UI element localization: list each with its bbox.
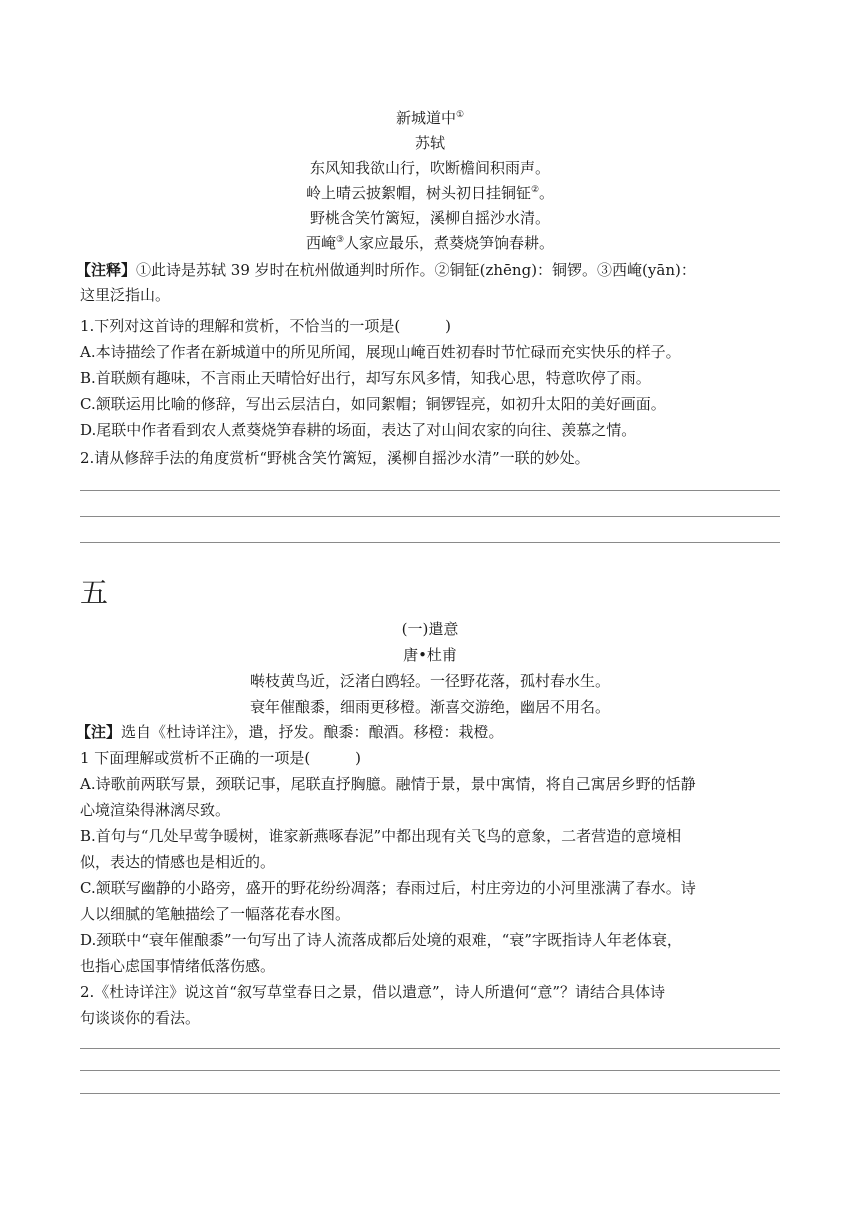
poem1-line-3: 野桃含笑竹篱短，溪柳自摇沙水清。 [309,209,550,227]
poem2-question-2-line-1: 2.《杜诗详注》说这首“叙写草堂春日之景，借以遣意”，诗人所遣何“意”？请结合具体诗 [80,983,665,1001]
poem2-option-c-line-2: 人以细腻的笔触描绘了一幅落花春水图。 [80,905,351,923]
poem2-question-2-line-2: 句谈谈你的看法。 [80,1009,201,1027]
poem1-author: 苏轼 [414,134,445,152]
footnote-marker: ② [530,185,540,195]
poem2-note: 【注】选自《杜诗详注》，遣，抒发。酿黍：酿酒。移橙：栽橙。 [76,723,504,741]
poem1-question-2: 2.请从修辞手法的角度赏析“野桃含笑竹篱短，溪柳自摇沙水清”一联的妙处。 [80,449,590,467]
poem1-option-d: D.尾联中作者看到农人煮葵烧笋春耕的场面，表达了对山间农家的向往、羡慕之情。 [80,421,637,439]
poem2-title: (一)遣意 [401,620,459,638]
poem1-option-a: A.本诗描绘了作者在新城道中的所见所闻，展现山崦百姓初春时节忙碌而充实快乐的样子。 [80,343,681,361]
answer-line[interactable] [80,516,780,517]
poem1-option-c: C.颔联运用比喻的修辞，写出云层洁白，如同絮帽；铜锣锃亮，如初升太阳的美好画面。 [80,395,666,413]
poem2-option-d-line-2: 也指心虑国事情绪低落伤感。 [80,957,276,975]
poem2-option-c-line-1: C.颔联写幽静的小路旁，盛开的野花纷纷凋落；春雨过后，村庄旁边的小河里涨满了春水。诗 [80,879,696,897]
footnote-marker: ① [455,110,465,120]
poem1-option-b: B.首联颇有趣味，不言雨止天晴恰好出行，却写东风多情，知我心思，特意吹停了雨。 [80,369,651,387]
poem1-question-1: 1.下列对这首诗的理解和赏析，不恰当的一项是( ) [80,317,452,335]
poem1-line-1: 东风知我欲山行，吹断檐间积雨声。 [309,159,550,177]
poem2-option-a-line-2: 心境渲染得淋漓尽致。 [80,801,231,819]
section-numeral: 五 [80,576,109,609]
poem2-question-1: 1 下面理解或赏析不正确的一项是( ) [80,749,362,767]
answer-line[interactable] [80,490,780,491]
poem2-line-2: 衰年催酿黍，细雨更移橙。渐喜交游绝，幽居不用名。 [249,698,610,716]
poem1-line-4: 西崦③人家应最乐，煮葵烧笋饷春耕。 [305,234,555,252]
poem2-option-b-line-2: 似，表达的情感也是相近的。 [80,853,276,871]
poem1-annotation: 【注释】①此诗是苏轼 39 岁时在杭州做通判时所作。②铜钲(zhēng)：铜锣。③西崦(yān)： [76,261,696,279]
poem1-line-2: 岭上晴云披絮帽，树头初日挂铜钲②。 [305,184,555,202]
poem2-option-a-line-1: A.诗歌前两联写景，颈联记事，尾联直抒胸臆。融情于景，景中寓情，将自己寓居乡野的恬静 [80,775,696,793]
poem2-option-b-line-1: B.首句与“几处早莺争暖树，谁家新燕啄春泥”中都出现有关飞鸟的意象，二者营造的意境相 [80,827,682,845]
answer-line[interactable] [80,1093,780,1094]
poem1-annotation-cont: 这里泛指山。 [80,286,171,304]
footnote-marker: ③ [335,235,345,245]
poem2-option-d-line-1: D.颈联中“衰年催酿黍”一句写出了诗人流落成都后处境的艰难，“衰”字既指诗人年老体衰， [80,931,682,949]
answer-line[interactable] [80,542,780,543]
poem2-author: 唐•杜甫 [403,646,457,664]
poem1-title: 新城道中① [395,109,465,127]
answer-line[interactable] [80,1070,780,1071]
answer-line[interactable] [80,1048,780,1049]
poem2-line-1: 啭枝黄鸟近，泛渚白鸥轻。一径野花落，孤村春水生。 [249,672,610,690]
